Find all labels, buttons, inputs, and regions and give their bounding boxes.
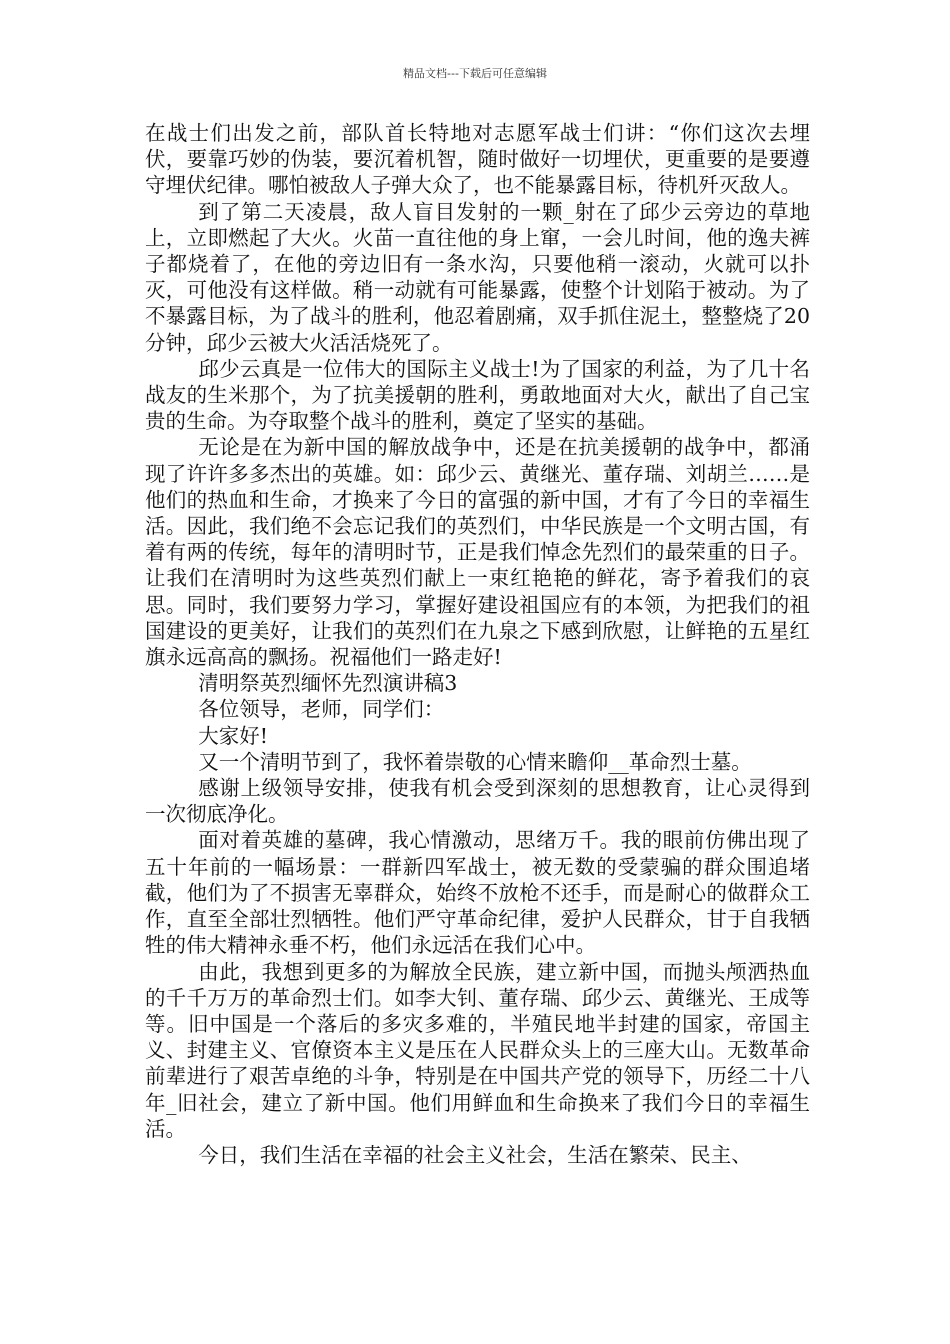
paragraph: 又一个清明节到了，我怀着崇敬的心情来瞻仰__革命烈士墓。 [198, 749, 752, 774]
greeting: 大家好! [198, 723, 269, 748]
paragraph: 今日，我们生活在幸福的社会主义社会，生活在繁荣、民主、 [198, 1142, 752, 1167]
paragraph: 邱少云真是一位伟大的国际主义战士!为了国家的利益，为了几十名战友的生米那个，为了抗美援朝的胜利，勇敢地面对大火，献出了自己宝贵的生命。为夺取整个战斗的胜利，奠定了坚实的基础。 [145, 356, 810, 434]
paragraph: 到了第二天凌晨，敌人盲目发射的一颗_射在了邱少云旁边的草地上，立即燃起了大火。火苗一直往他的身上窜，一会儿时间，他的逸夫裤子都烧着了，在他的旁边旧有一条水沟，只要他稍一滚动，火就可以扑灭，可他没有这样做。稍一动就有可能暴露，使整个计划陷于被动。为了不暴露目标，为了战斗的胜利，他忍着剧痛，双手抓住泥土，整整烧了20分钟，邱少云被大火活活烧死了。 [145, 199, 810, 355]
salutation: 各位领导，老师，同学们： [198, 697, 445, 722]
paragraph: 由此，我想到更多的为解放全民族，建立新中国，而抛头颅洒热血的千千万万的革命烈士们。如李大钊、董存瑞、邱少云、黄继光、王成等等。旧中国是一个落后的多灾多难的，半殖民地半封建的国家，帝国主义、封建主义、官僚资本主义是压在人民群众头上的三座大山。无数革命前辈进行了艰苦卓绝的斗争，特别是在中国共产党的领导下，历经二十八年_旧社会，建立了新中国。他们用鲜血和生命换来了我们今日的幸福生活。 [145, 959, 810, 1141]
paragraph: 感谢上级领导安排，使我有机会受到深刻的思想教育，让心灵得到一次彻底净化。 [145, 776, 810, 827]
paragraph: 面对着英雄的墓碑，我心情激动，思绪万千。我的眼前仿佛出现了五十年前的一幅场景：一群新四军战士，被无数的受蒙骗的群众围追堵截，他们为了不损害无辜群众，始终不放枪不还手，而是耐心的做群众工作，直至全部壮烈牺牲。他们严守革命纪律，爱护人民群众，甘于自我牺牲的伟大精神永垂不朽，他们永远活在我们心中。 [145, 828, 810, 958]
paragraph: 在战士们出发之前，部队首长特地对志愿军战士们讲：“你们这次去埋伏，要靠巧妙的伪装，要沉着机智，随时做好一切埋伏，更重要的是要遵守埋伏纪律。哪怕被敌人子弹大众了，也不能暴露目标，待机歼灭敌人。 [145, 121, 810, 198]
page-header: 精品文档---下载后可任意编辑 [403, 67, 547, 80]
document-body [145, 120, 810, 1168]
speech-title: 清明祭英烈缅怀先烈演讲稿3 [198, 671, 458, 696]
paragraph: 无论是在为新中国的解放战争中，还是在抗美援朝的战争中，都涌现了许许多多杰出的英雄。如：邱少云、黄继光、董存瑞、刘胡兰……是他们的热血和生命，才换来了今日的富强的新中国，才有了今日的幸福生活。因此，我们绝不会忘记我们的英烈们，中华民族是一个文明古国，有着有两的传统，每年的清明时节，正是我们悼念先烈们的最荣重的日子。让我们在清明时为这些英烈们献上一束红艳艳的鲜花，寄予着我们的哀思。同时，我们要努力学习，掌握好建设祖国应有的本领，为把我们的祖国建设的更美好，让我们的英烈们在九泉之下感到欣慰，让鲜艳的五星红旗永远高高的飘扬。祝福他们一路走好! [145, 435, 810, 670]
